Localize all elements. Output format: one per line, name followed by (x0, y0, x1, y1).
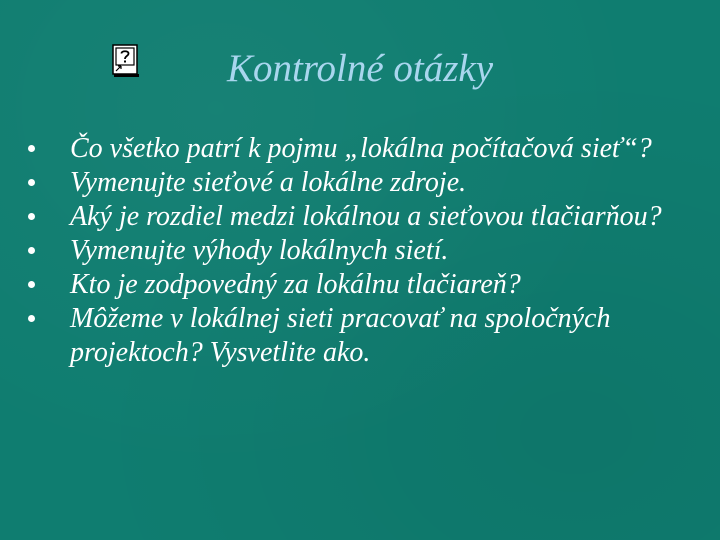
bullet-dot-icon (28, 315, 35, 322)
list-item (28, 166, 688, 200)
bullet-list (28, 132, 688, 370)
list-item (28, 268, 688, 302)
bullet-text: Kto je zodpovedný za lokálnu tlačiareň? (70, 269, 521, 300)
bullet-text: Vymenujte výhody lokálnych sietí. (70, 235, 449, 266)
list-item (28, 200, 688, 234)
list-item (28, 234, 688, 268)
bullet-dot-icon (28, 281, 35, 288)
bullet-dot-icon (28, 213, 35, 220)
bullet-dot-icon (28, 179, 35, 186)
help-document-icon (112, 44, 140, 78)
bullet-text: Môžeme v lokálnej sieti pracovať na spoločných projektoch? Vysvetlite ako. (70, 303, 611, 368)
bullet-text: Aký je rozdiel medzi lokálnou a sieťovou tlačiarňou? (70, 201, 662, 232)
bullet-text: Vymenujte sieťové a lokálne zdroje. (70, 167, 467, 198)
bullet-dot-icon (28, 145, 35, 152)
bullet-dot-icon (28, 247, 35, 254)
bullet-text: Čo všetko patrí k pojmu „lokálna počítačová sieť“? (70, 133, 652, 164)
slide-title: Kontrolné otázky (226, 47, 494, 90)
list-item (28, 132, 688, 166)
list-item (28, 302, 688, 370)
